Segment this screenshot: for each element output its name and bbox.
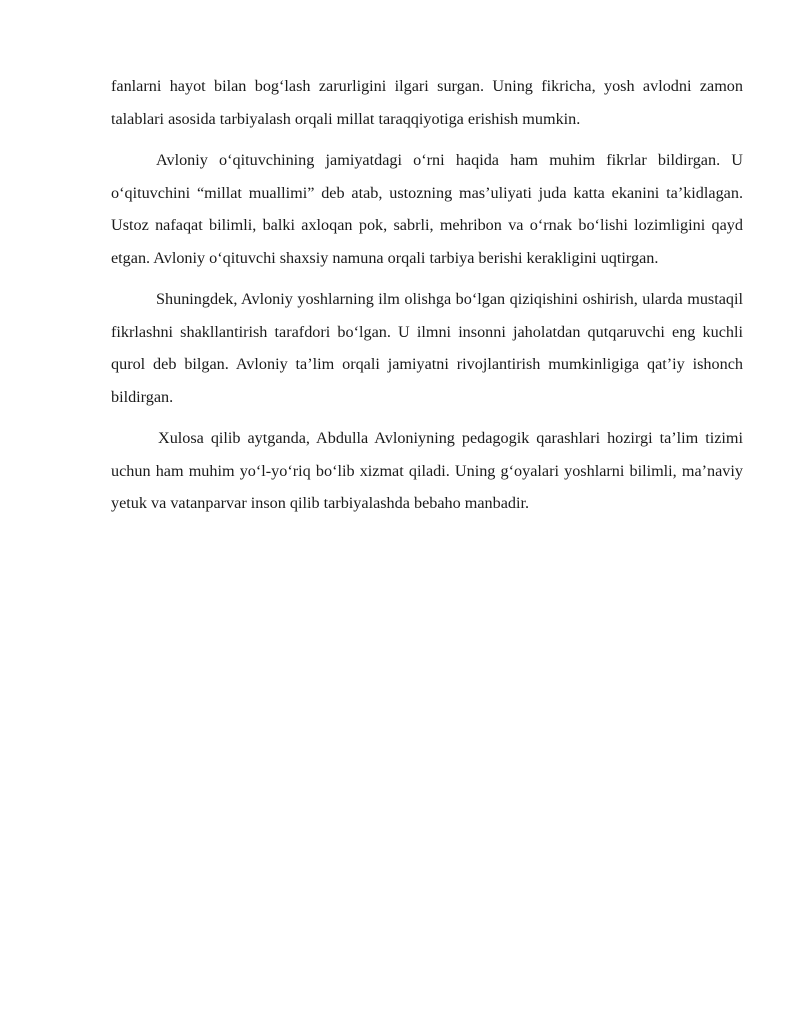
paragraph: fanlarni hayot bilan bog‘lash zarurligini ilgari surgan. Uning fikricha, yosh avlodni zamon talablari asosida tarbiyalash orqali millat taraqqiyotiga erishish mumkin. xyxy=(111,77,743,128)
paragraph: Avloniy o‘qituvchining jamiyatdagi o‘rni haqida ham muhim fikrlar bildirgan. U o‘qituvchini “millat muallimi” deb atab, ustozning mas’uliyati juda katta ekanini ta’kidlagan. Ustoz nafaqat bilimli, balki axloqan pok, sabrli, mehribon va o‘rnak bo‘lishi lozimligini qayd etgan. Avloniy o‘qituvchi shaxsiy namuna orqali tarbiya berishi kerakligini uqtirgan. xyxy=(111,151,743,267)
paragraph: Shuningdek, Avloniy yoshlarning ilm olishga bo‘lgan qiziqishini oshirish, ularda mustaqil fikrlashni shakllantirish tarafdori bo‘lgan. U ilmni insonni jaholatdan qutqaruvchi eng kuchli qurol deb bilgan. Avloniy ta’lim orqali jamiyatni rivojlantirish mumkinligiga qat’iy ishonch bildirgan. xyxy=(111,290,743,406)
paragraph: Xulosa qilib aytganda, Abdulla Avloniyning pedagogik qarashlari hozirgi ta’lim tizimi uchun ham muhim yo‘l-yo‘riq bo‘lib xizmat qiladi. Uning g‘oyalari yoshlarni bilimli, ma’naviy yetuk va vatanparvar inson qilib tarbiyalashda bebaho manbadir. xyxy=(111,429,743,512)
document-body xyxy=(111,70,743,529)
